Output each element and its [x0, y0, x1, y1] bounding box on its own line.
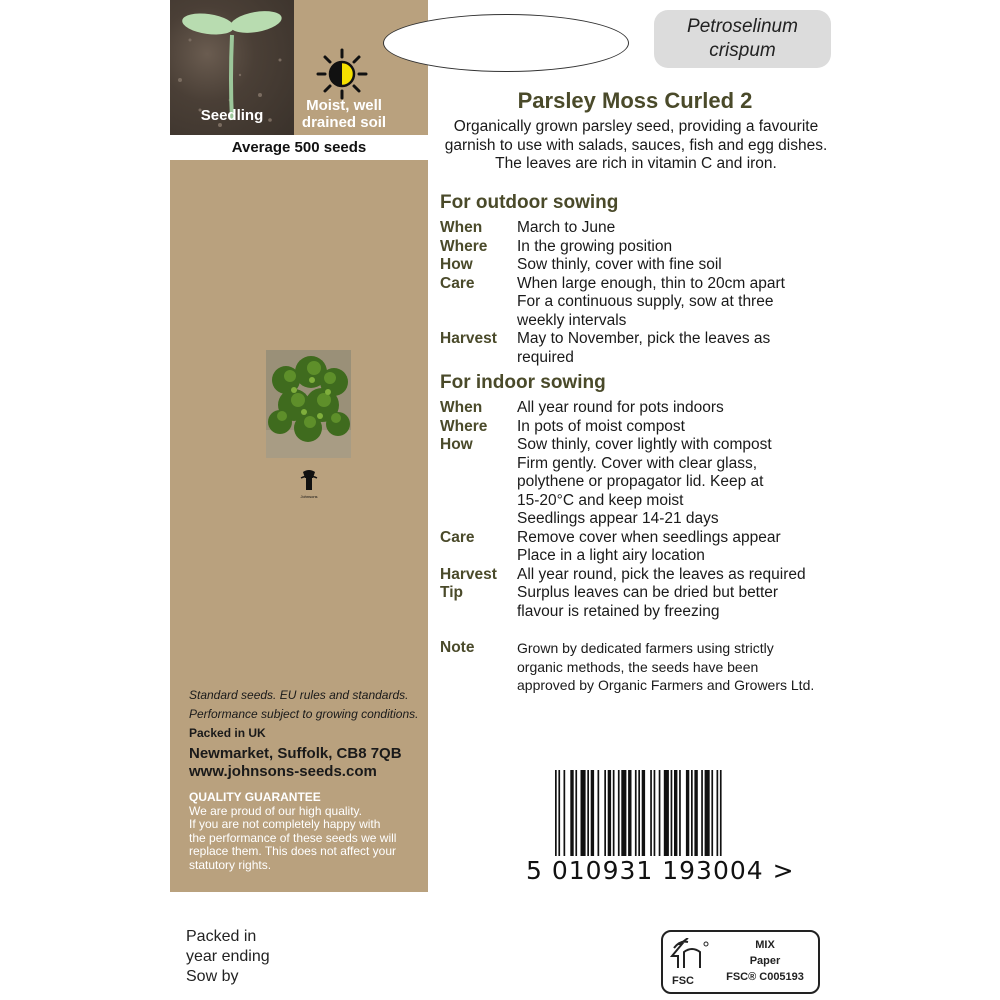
row-label: How — [440, 256, 473, 273]
row-label: Harvest — [440, 565, 497, 583]
seedling-label: Seedling — [200, 107, 264, 124]
guarantee-line: If you are not completely happy with — [189, 817, 381, 831]
barcode-bar — [642, 770, 645, 858]
row-value: In the growing position — [517, 237, 673, 255]
outdoor-rows — [440, 219, 840, 367]
row-label: When — [440, 399, 483, 416]
packed-in-uk: Packed in UK — [189, 726, 266, 740]
indoor-when-row — [440, 399, 840, 418]
barcode-bar — [686, 770, 689, 858]
botanical-genus: Petroselinum — [687, 16, 798, 37]
barcode-bar — [674, 770, 677, 858]
guarantee-line: the performance of these seeds we will — [189, 830, 397, 845]
soil-label: Moist, well drained soil — [301, 97, 387, 131]
product-title: Parsley Moss Curled 2 — [517, 88, 753, 113]
barcode-bar — [587, 770, 589, 858]
row-value: Sow thinly, cover lightly with compost — [517, 436, 772, 453]
fsc-tree-icon — [670, 938, 710, 974]
row-value: polythene or propagator lid. Keep at — [517, 473, 764, 490]
note-line: Grown by dedicated farmers using strictly — [517, 640, 774, 656]
note-line: approved by Organic Farmers and Growers Ltd. — [517, 677, 815, 693]
indoor-care-row — [440, 529, 840, 566]
row-value: weekly intervals — [517, 311, 627, 329]
row-value: Place in a light airy location — [517, 547, 705, 564]
blank-label-bubble — [383, 14, 629, 72]
address-line: Newmarket, Suffolk, CB8 7QB — [189, 745, 402, 762]
row-value: When large enough, thin to 20cm apart — [517, 274, 785, 292]
botanical-species: crispum — [709, 40, 776, 61]
product-intro: Organically grown parsley seed, providing a favourite garnish to use with salads, sauces, fish and egg dishes. The leaves are rich in vitamin C and iron. — [444, 118, 828, 172]
outdoor-where-row — [440, 238, 840, 257]
fsc-mix: MIX — [755, 939, 775, 951]
barcode-bar — [581, 770, 586, 858]
barcode-bar — [694, 770, 697, 858]
row-value: Remove cover when seedlings appear — [517, 528, 781, 546]
fsc-code: FSC® C005193 — [726, 971, 804, 983]
guarantee-line: replace them. This does not affect your — [189, 844, 397, 858]
row-value: Seedlings appear 14-21 days — [517, 510, 719, 527]
barcode-bar — [671, 770, 673, 858]
barcode-bar — [650, 770, 652, 858]
packed-in-label: Packed in — [186, 928, 257, 945]
indoor-rows — [440, 399, 840, 621]
guarantee-title: QUALITY GUARANTEE — [189, 790, 321, 804]
logo-text: Johnsons — [300, 494, 318, 499]
fsc-text — [715, 937, 815, 985]
note-section — [440, 639, 840, 695]
standards-line: Standard seeds. EU rules and standards. — [189, 688, 409, 702]
row-label: How — [440, 436, 473, 453]
row-label: Care — [440, 528, 475, 546]
seeds-count: Average 500 seeds — [170, 135, 428, 160]
row-label: Where — [440, 237, 488, 255]
performance-line: Performance subject to growing conditions. — [189, 707, 419, 721]
note-label: Note — [440, 639, 475, 656]
barcode-bar — [717, 770, 719, 858]
fsc-word: FSC — [672, 975, 694, 987]
row-value: All year round for pots indoors — [517, 399, 724, 416]
outdoor-how-row — [440, 256, 840, 275]
guarantee-line: We are proud of our high quality. — [189, 803, 362, 818]
fsc-paper: Paper — [749, 955, 781, 967]
indoor-tip-row — [440, 584, 840, 621]
packed-dates — [186, 927, 270, 987]
indoor-harvest-row — [440, 566, 840, 585]
row-value: Surplus leaves can be dried but better — [517, 584, 779, 601]
indoor-where-row — [440, 418, 840, 437]
barcode-bar — [679, 770, 681, 858]
barcode-bar — [664, 770, 669, 858]
row-value: In pots of moist compost — [517, 417, 685, 435]
barcode-bar — [691, 770, 693, 858]
barcode-bar — [618, 770, 620, 858]
barcode-bar — [635, 770, 637, 858]
barcode-bar — [654, 770, 656, 858]
sow-by-label: Sow by — [186, 968, 239, 985]
row-label: Harvest — [440, 330, 497, 347]
outdoor-care-row — [440, 275, 840, 331]
parsley-photo — [266, 350, 351, 458]
outdoor-when-row — [440, 219, 840, 238]
year-ending-label: year ending — [186, 948, 270, 965]
row-value: Sow thinly, cover with fine soil — [517, 256, 722, 273]
row-value: March to June — [517, 219, 616, 236]
barcode-bar — [598, 770, 600, 858]
quality-guarantee — [189, 791, 424, 872]
small-print — [189, 686, 424, 743]
indoor-section-title: For indoor sowing — [440, 372, 606, 393]
note-row — [440, 639, 840, 695]
row-value: For a continuous supply, sow at three — [517, 293, 774, 310]
barcode-bar — [659, 770, 661, 858]
barcode-bar — [701, 770, 703, 858]
row-value: All year round, pick the leaves as required — [517, 565, 806, 583]
outdoor-section-title: For outdoor sowing — [440, 192, 619, 213]
indoor-how-row — [440, 436, 840, 529]
website-link[interactable]: www.johnsons-seeds.com — [189, 763, 377, 780]
barcode-bar — [705, 770, 710, 858]
barcode-bar — [628, 770, 631, 858]
address — [189, 745, 424, 781]
johnsons-logo-icon — [297, 468, 321, 500]
barcode-bar — [621, 770, 626, 858]
row-value: flavour is retained by freezing — [517, 602, 720, 620]
barcode-bar — [613, 770, 615, 858]
row-label: Care — [440, 274, 475, 292]
row-value: required — [517, 348, 574, 366]
barcode-bar — [711, 770, 713, 858]
sun-half-shade-icon — [316, 48, 368, 100]
botanical-name — [654, 10, 831, 68]
row-value: May to November, pick the leaves as — [517, 330, 771, 347]
barcode-bar — [604, 770, 606, 858]
note-line: organic methods, the seeds have been — [517, 658, 759, 675]
row-value: 15-20°C and keep moist — [517, 491, 684, 509]
parsley-image — [266, 350, 351, 458]
barcode-bar — [570, 770, 573, 858]
barcode-bar — [575, 770, 577, 858]
barcode-bar — [564, 770, 566, 858]
row-label: Tip — [440, 584, 463, 601]
outdoor-harvest-row — [440, 330, 840, 367]
barcode-digits: 5 010931 193004 > — [526, 856, 795, 885]
row-value: Firm gently. Cover with clear glass, — [517, 454, 758, 472]
guarantee-line: statutory rights. — [189, 857, 272, 872]
barcode-bar — [591, 770, 594, 858]
row-label: Where — [440, 417, 488, 435]
row-label: When — [440, 219, 483, 236]
barcode-bar — [608, 770, 611, 858]
